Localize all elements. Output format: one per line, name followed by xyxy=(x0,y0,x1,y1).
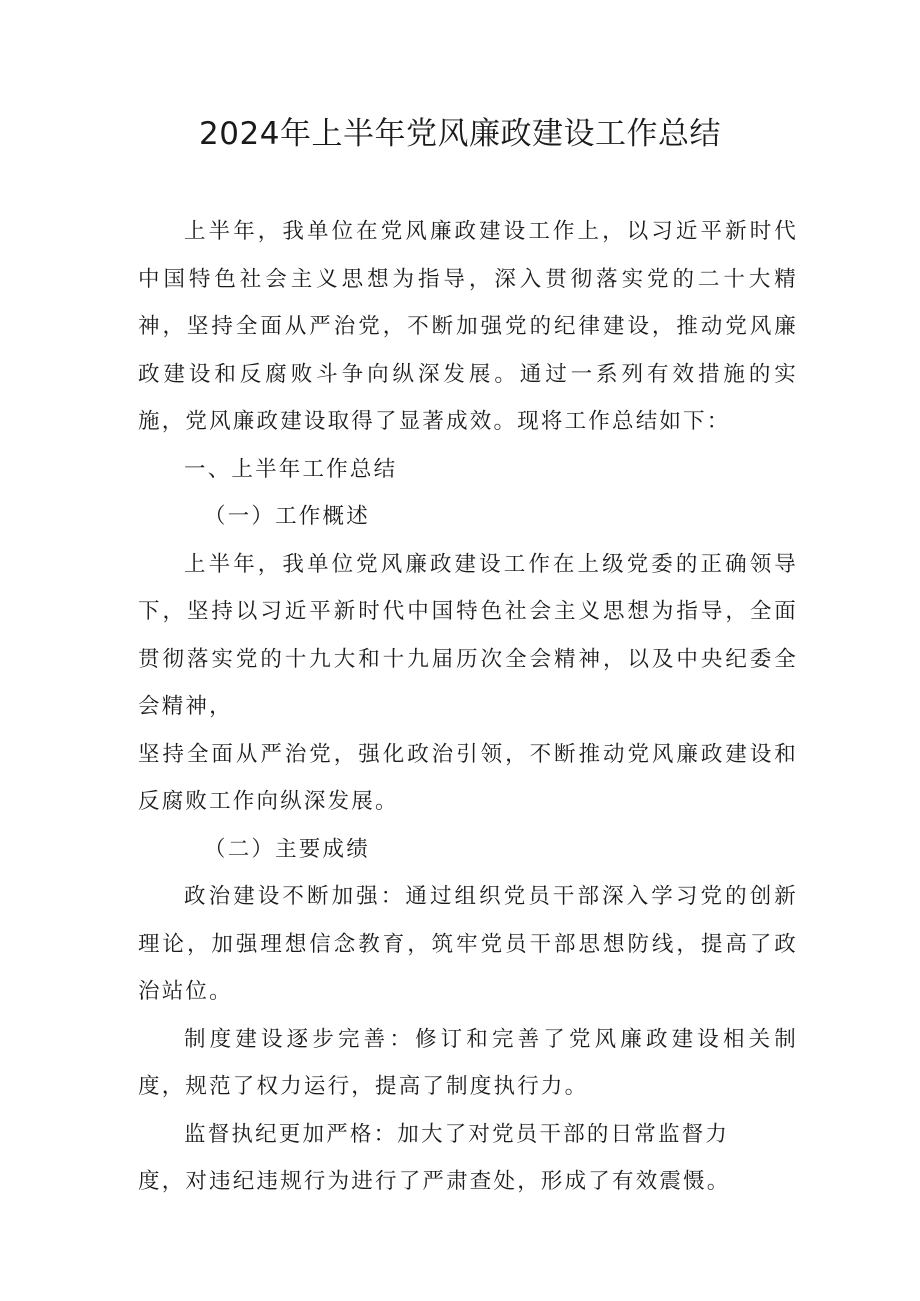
subsection-heading-overview: （一）工作概述 xyxy=(204,504,370,529)
achievement-political: 政治建设不断加强：通过组织党员干部深入学习党的创新理论，加强理想信念教育，筑牢党员干部思想防线，提高了政治站位。 xyxy=(138,884,798,1004)
document-body xyxy=(138,208,798,1206)
overview-paragraph-b: 坚持全面从严治党，强化政治引领，不断推动党风廉政建设和反腐败工作向纵深发展。 xyxy=(138,741,798,814)
achievement-supervision-a: 监督执纪更加严格：加大了对党员干部的日常监督力 xyxy=(184,1121,730,1147)
document-title: 2024年上半年党风廉政建设工作总结 xyxy=(199,116,721,152)
intro-paragraph: 上半年，我单位在党风廉政建设工作上，以习近平新时代中国特色社会主义思想为指导，深入贯彻落实党的二十大精神，坚持全面从严治党，不断加强党的纪律建设，推动党风廉政建设和反腐败斗争向纵深发展。通过一系列有效措施的实施，党风廉政建设取得了显著成效。现将工作总结如下： xyxy=(138,219,798,434)
achievement-institutional: 制度建设逐步完善：修订和完善了党风廉政建设相关制度，规范了权力运行，提高了制度执行力。 xyxy=(138,1026,798,1099)
overview-paragraph-a: 上半年，我单位党风廉政建设工作在上级党委的正确领导下，坚持以习近平新时代中国特色社会主义思想为指导，全面贯彻落实党的十九大和十九届历次全会精神，以及中央纪委全会精神， xyxy=(138,551,798,719)
section-heading-1: 一、上半年工作总结 xyxy=(184,456,398,482)
achievement-supervision-b: 度，对违纪违规行为进行了严肃查处，形成了有效震慑。 xyxy=(138,1169,731,1194)
subsection-heading-achievements: （二）主要成绩 xyxy=(204,836,370,862)
